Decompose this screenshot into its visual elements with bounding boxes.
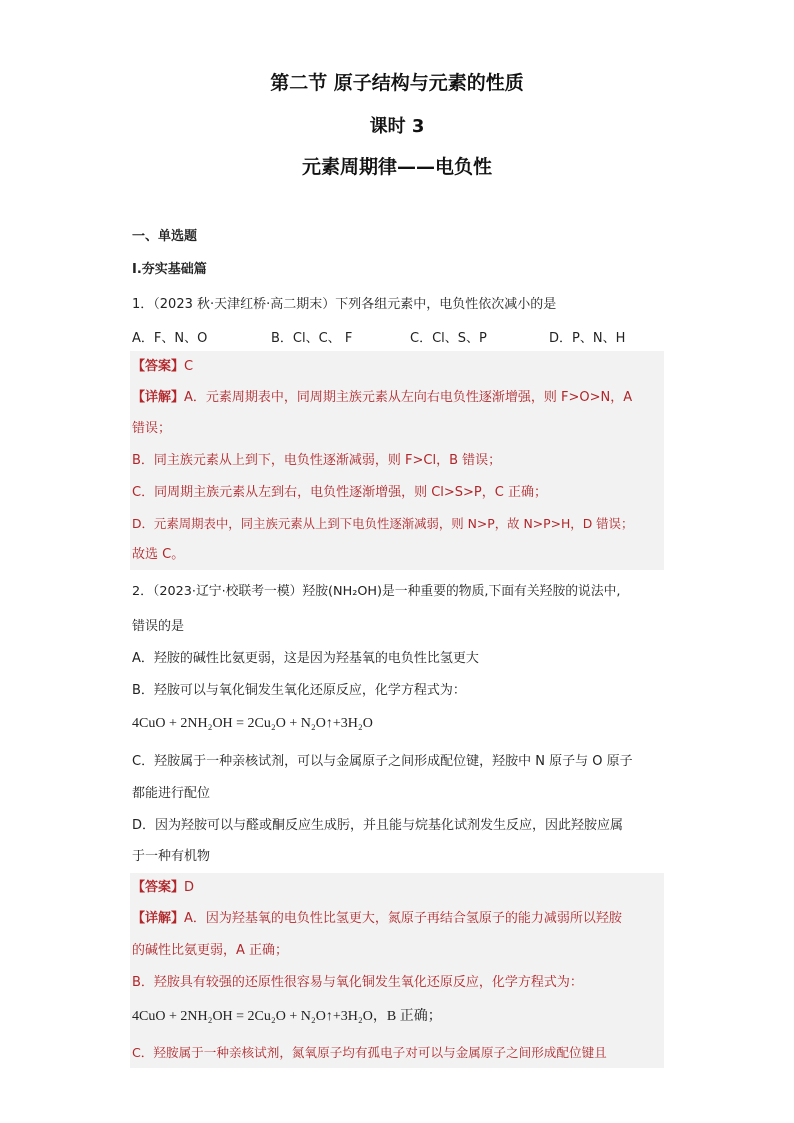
q2-detail-line-3: B．羟胺具有较强的还原性很容易与氧化铜发生氧化还原反应，化学方程式为： <box>132 975 583 990</box>
q2-option-c-line-1: C．羟胺属于一种亲核试剂，可以与金属原子之间形成配位键，羟胺中 N 原子与 O 原子 <box>132 754 633 769</box>
q2-detail-line-4: C．羟胺属于一种亲核试剂，氮氧原子均有孤电子对可以与金属原子之间形成配位键且 <box>132 1045 607 1060</box>
q2-equation: 4CuO + 2NH₂OH = 2Cu₂O + N₂O↑+3H₂O <box>132 716 373 731</box>
q2-answer <box>132 879 664 897</box>
q1-detail-line-4: C．同周期主族元素从左到右，电负性逐渐增强，则 Cl>S>P，C 正确； <box>132 485 547 500</box>
q1-option-b: B．Cl、C、 F <box>271 331 353 346</box>
lesson-title: 课时 3 <box>369 116 425 137</box>
q1-option-c: C．Cl、S、P <box>410 331 487 346</box>
q2-detail-line-2: 的碱性比氨更弱，A 正确； <box>132 943 289 958</box>
q2-option-a: A．羟胺的碱性比氨更弱，这是因为羟基氧的电负性比氢更大 <box>132 651 479 666</box>
q1-detail-text-1: A．元素周期表中，同周期主族元素从左向右电负性逐渐增强，则 F>O>N，A <box>184 390 633 405</box>
q1-detail-tag: 【详解】 <box>132 390 185 405</box>
q1-answer-value: C <box>184 359 194 374</box>
q2-option-c-line-2: 都能进行配位 <box>132 786 211 801</box>
q1-detail-line-2: 错误； <box>132 421 172 436</box>
q2-option-d-line-2: 于一种有机物 <box>132 849 211 864</box>
q1-detail-line-1 <box>132 389 664 407</box>
q2-answer-value: D <box>184 880 195 895</box>
q1-detail-line-5: D．元素周期表中，同主族元素从上到下电负性逐渐减弱，则 N>P，故 N>P>H，D 错误； <box>132 516 634 531</box>
q1-option-d: D．P、N、H <box>549 331 626 346</box>
difficulty-heading: Ⅰ.夯实基础篇 <box>132 262 207 277</box>
section-title: 第二节 原子结构与元素的性质 <box>270 72 524 94</box>
question-type-heading: 一、单选题 <box>132 229 198 244</box>
q1-detail-line-6: 故选 C。 <box>132 547 185 562</box>
q2-stem-line-1: 2．（2023·辽宁·校联考一模）羟胺(NH₂OH)是一种重要的物质,下面有关羟胺的说法中, <box>132 584 621 599</box>
q2-stem-line-2: 错误的是 <box>132 619 185 634</box>
q2-detail-tag: 【详解】 <box>132 911 185 926</box>
topic-title: 元素周期律——电负性 <box>301 156 492 178</box>
q1-answer-tag: 【答案】 <box>132 359 185 374</box>
q2-answer-tag: 【答案】 <box>132 880 185 895</box>
q2-detail-text-1: A．因为羟基氧的电负性比氢更大，氮原子再结合氢原子的能力减弱所以羟胺 <box>184 911 622 926</box>
q1-detail-line-3: B．同主族元素从上到下，电负性逐渐减弱，则 F>Cl，B 错误； <box>132 453 502 468</box>
q1-stem: 1．（2023 秋·天津红桥·高二期末）下列各组元素中，电负性依次减小的是 <box>132 297 557 312</box>
q2-option-d-line-1: D．因为羟胺可以与醛或酮反应生成肟，并且能与烷基化试剂发生反应，因此羟胺应属 <box>132 818 624 833</box>
q2-detail-line-1 <box>132 910 664 928</box>
q2-option-b: B．羟胺可以与氧化铜发生氧化还原反应，化学方程式为： <box>132 683 466 698</box>
q1-answer <box>132 358 664 376</box>
q2-detail-equation: 4CuO + 2NH₂OH = 2Cu₂O + N₂O↑+3H₂O，B 正确； <box>132 1009 442 1024</box>
q1-option-a: A．F、N、O <box>132 331 208 346</box>
q2-answer-box <box>130 873 664 1068</box>
